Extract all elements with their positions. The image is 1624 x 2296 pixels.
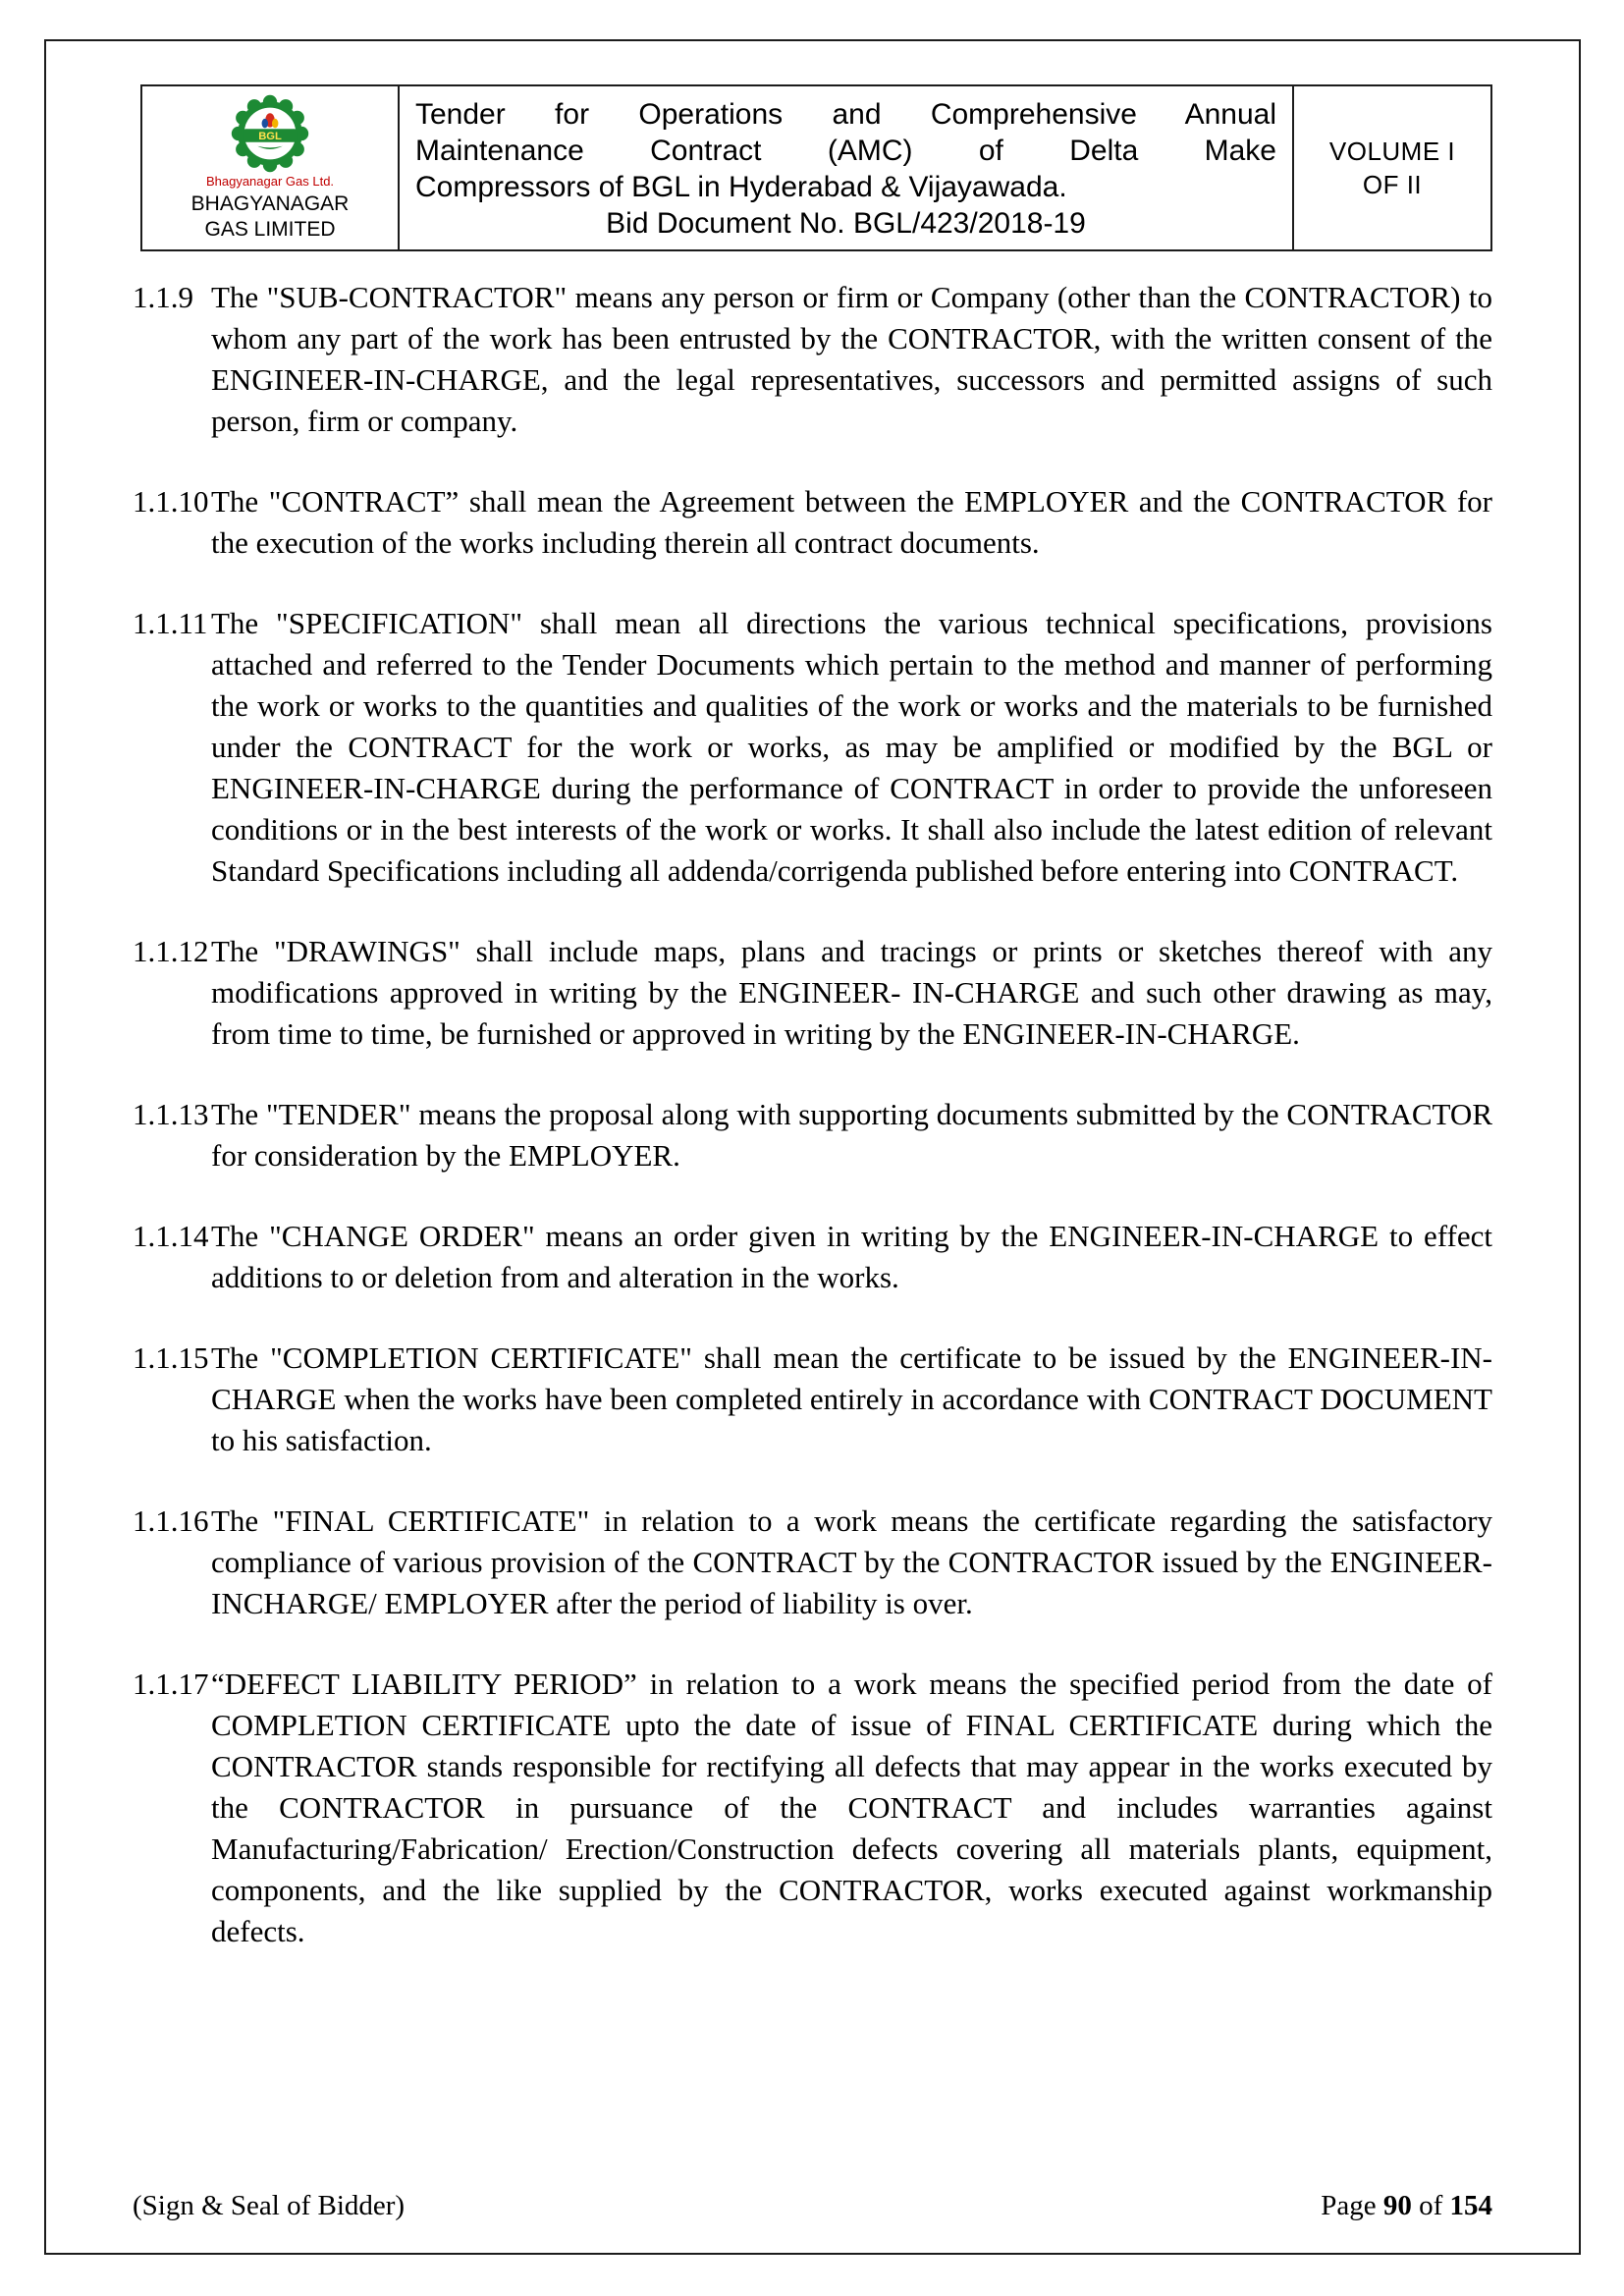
sign-seal-note: (Sign & Seal of Bidder) [133,2190,406,2221]
clause-number: 1.1.12 [133,934,209,968]
logo-tagline: Bhagyanagar Gas Ltd. [205,173,335,189]
page-border-frame [44,39,1581,2255]
logo-cell [142,86,400,249]
of-word: of [1411,2190,1450,2221]
clause-1-1-15 [133,1338,1492,1461]
company-name: BHAGYANAGAR GAS LIMITED [190,191,350,241]
clause-number: 1.1.9 [133,280,193,314]
clause-number: 1.1.13 [133,1097,209,1131]
clause-number: 1.1.17 [133,1667,209,1701]
logo-flame-blue-icon [262,118,268,128]
page-total: 154 [1449,2190,1492,2221]
clause-1-1-16 [133,1501,1492,1624]
logo-acronym-text: BGL [258,130,282,142]
logo-flame-yellow-icon [272,118,278,128]
clause-1-1-9 [133,277,1492,442]
bid-document-number: Bid Document No. BGL/423/2018-19 [606,207,1086,240]
clause-number: 1.1.15 [133,1340,209,1375]
clause-number: 1.1.10 [133,484,209,519]
clause-text: The "CHANGE ORDER" means an order given in writing by the ENGINEER-IN-CHARGE to effect additions to or deletion from and alteration in the works. [211,1219,1492,1294]
document-header [140,84,1492,251]
clause-1-1-17 [133,1664,1492,1952]
clause-number: 1.1.16 [133,1503,209,1538]
page-word: Page [1321,2190,1383,2221]
clause-1-1-13 [133,1094,1492,1176]
clause-1-1-12 [133,931,1492,1055]
page-footer [133,2178,1492,2223]
clause-number: 1.1.11 [133,606,208,640]
clause-text: The "DRAWINGS" shall include maps, plans and tracings or prints or sketches thereof with any modifications approved in writing by the ENGINEER- IN-CHARGE and such other drawing as may, from time to time, be furnished or approved in writing by the ENGINEER-IN-CHARGE. [211,934,1492,1051]
page-number [1321,2188,1492,2223]
volume-line: VOLUME I [1328,137,1456,166]
tender-title-line: Compressors of BGL in Hyderabad & Vijayawada. [415,171,1067,203]
clause-text: The "FINAL CERTIFICATE" in relation to a work means the certificate regarding the satisfactory compliance of various provision of the CONTRACT by the CONTRACTOR issued by the ENGINEER-INCHARGE/ EMPLOYER after the period of liability is over. [211,1503,1492,1620]
tender-title-line: Tender for Operations and Comprehensive Annual [415,98,1276,131]
clause-number: 1.1.14 [133,1219,209,1253]
clause-text: The "SUB-CONTRACTOR" means any person or firm or Company (other than the CONTRACTOR) to whom any part of the work has been entrusted by the CONTRACTOR, with the written consent of the ENGINEER-IN-CHARGE, and the legal representatives, successors and permitted assigns of such person, firm or company. [211,280,1492,438]
clause-text: The "CONTRACT” shall mean the Agreement between the EMPLOYER and the CONTRACTOR for the execution of the works including therein all contract documents. [211,484,1492,560]
bgl-logo-icon [231,94,309,173]
clause-text: The "SPECIFICATION" shall mean all directions the various technical specifications, provisions attached and referred to the Tender Documents which pertain to the method and manner of performing the work or works to the quantities and qualities of the work or works and the materials to be furnished under the CONTRACT for the work or works, as may be amplified or modified by the BGL or ENGINEER-IN-CHARGE during the performance of CONTRACT in order to provide the unforeseen conditions or in the best interests of the work or works. It shall also include the latest edition of relevant Standard Specifications including all addenda/corrigenda published before entering into CONTRACT. [211,606,1492,888]
clauses-section [133,277,1492,1992]
clause-text: The "COMPLETION CERTIFICATE" shall mean the certificate to be issued by the ENGINEER-IN-CHARGE when the works have been completed entirely in accordance with CONTRACT DOCUMENT to his satisfaction. [211,1340,1492,1457]
clause-text: The "TENDER" means the proposal along with supporting documents submitted by the CONTRACTOR for consideration by the EMPLOYER. [211,1097,1492,1173]
page-current: 90 [1382,2190,1412,2221]
volume-line: OF II [1362,170,1423,199]
volume-cell [1294,86,1490,249]
tender-title-line: Maintenance Contract (AMC) of Delta Make [415,135,1276,167]
tender-title-cell [400,86,1294,249]
clause-text: “DEFECT LIABILITY PERIOD” in relation to a work means the specified period from the date of COMPLETION CERTIFICATE upto the date of issue of FINAL CERTIFICATE during which the CONTRACTOR stands responsible for rectifying all defects that may appear in the works executed by the CONTRACTOR in pursuance of the CONTRACT and includes warranties against Manufacturing/Fabrication/ Erection/Construction defects covering all materials plants, equipment, components, and the like supplied by the CONTRACTOR, works executed against workmanship defects. [211,1667,1492,1948]
clause-1-1-10 [133,481,1492,564]
clause-1-1-14 [133,1216,1492,1298]
clause-1-1-11 [133,603,1492,892]
